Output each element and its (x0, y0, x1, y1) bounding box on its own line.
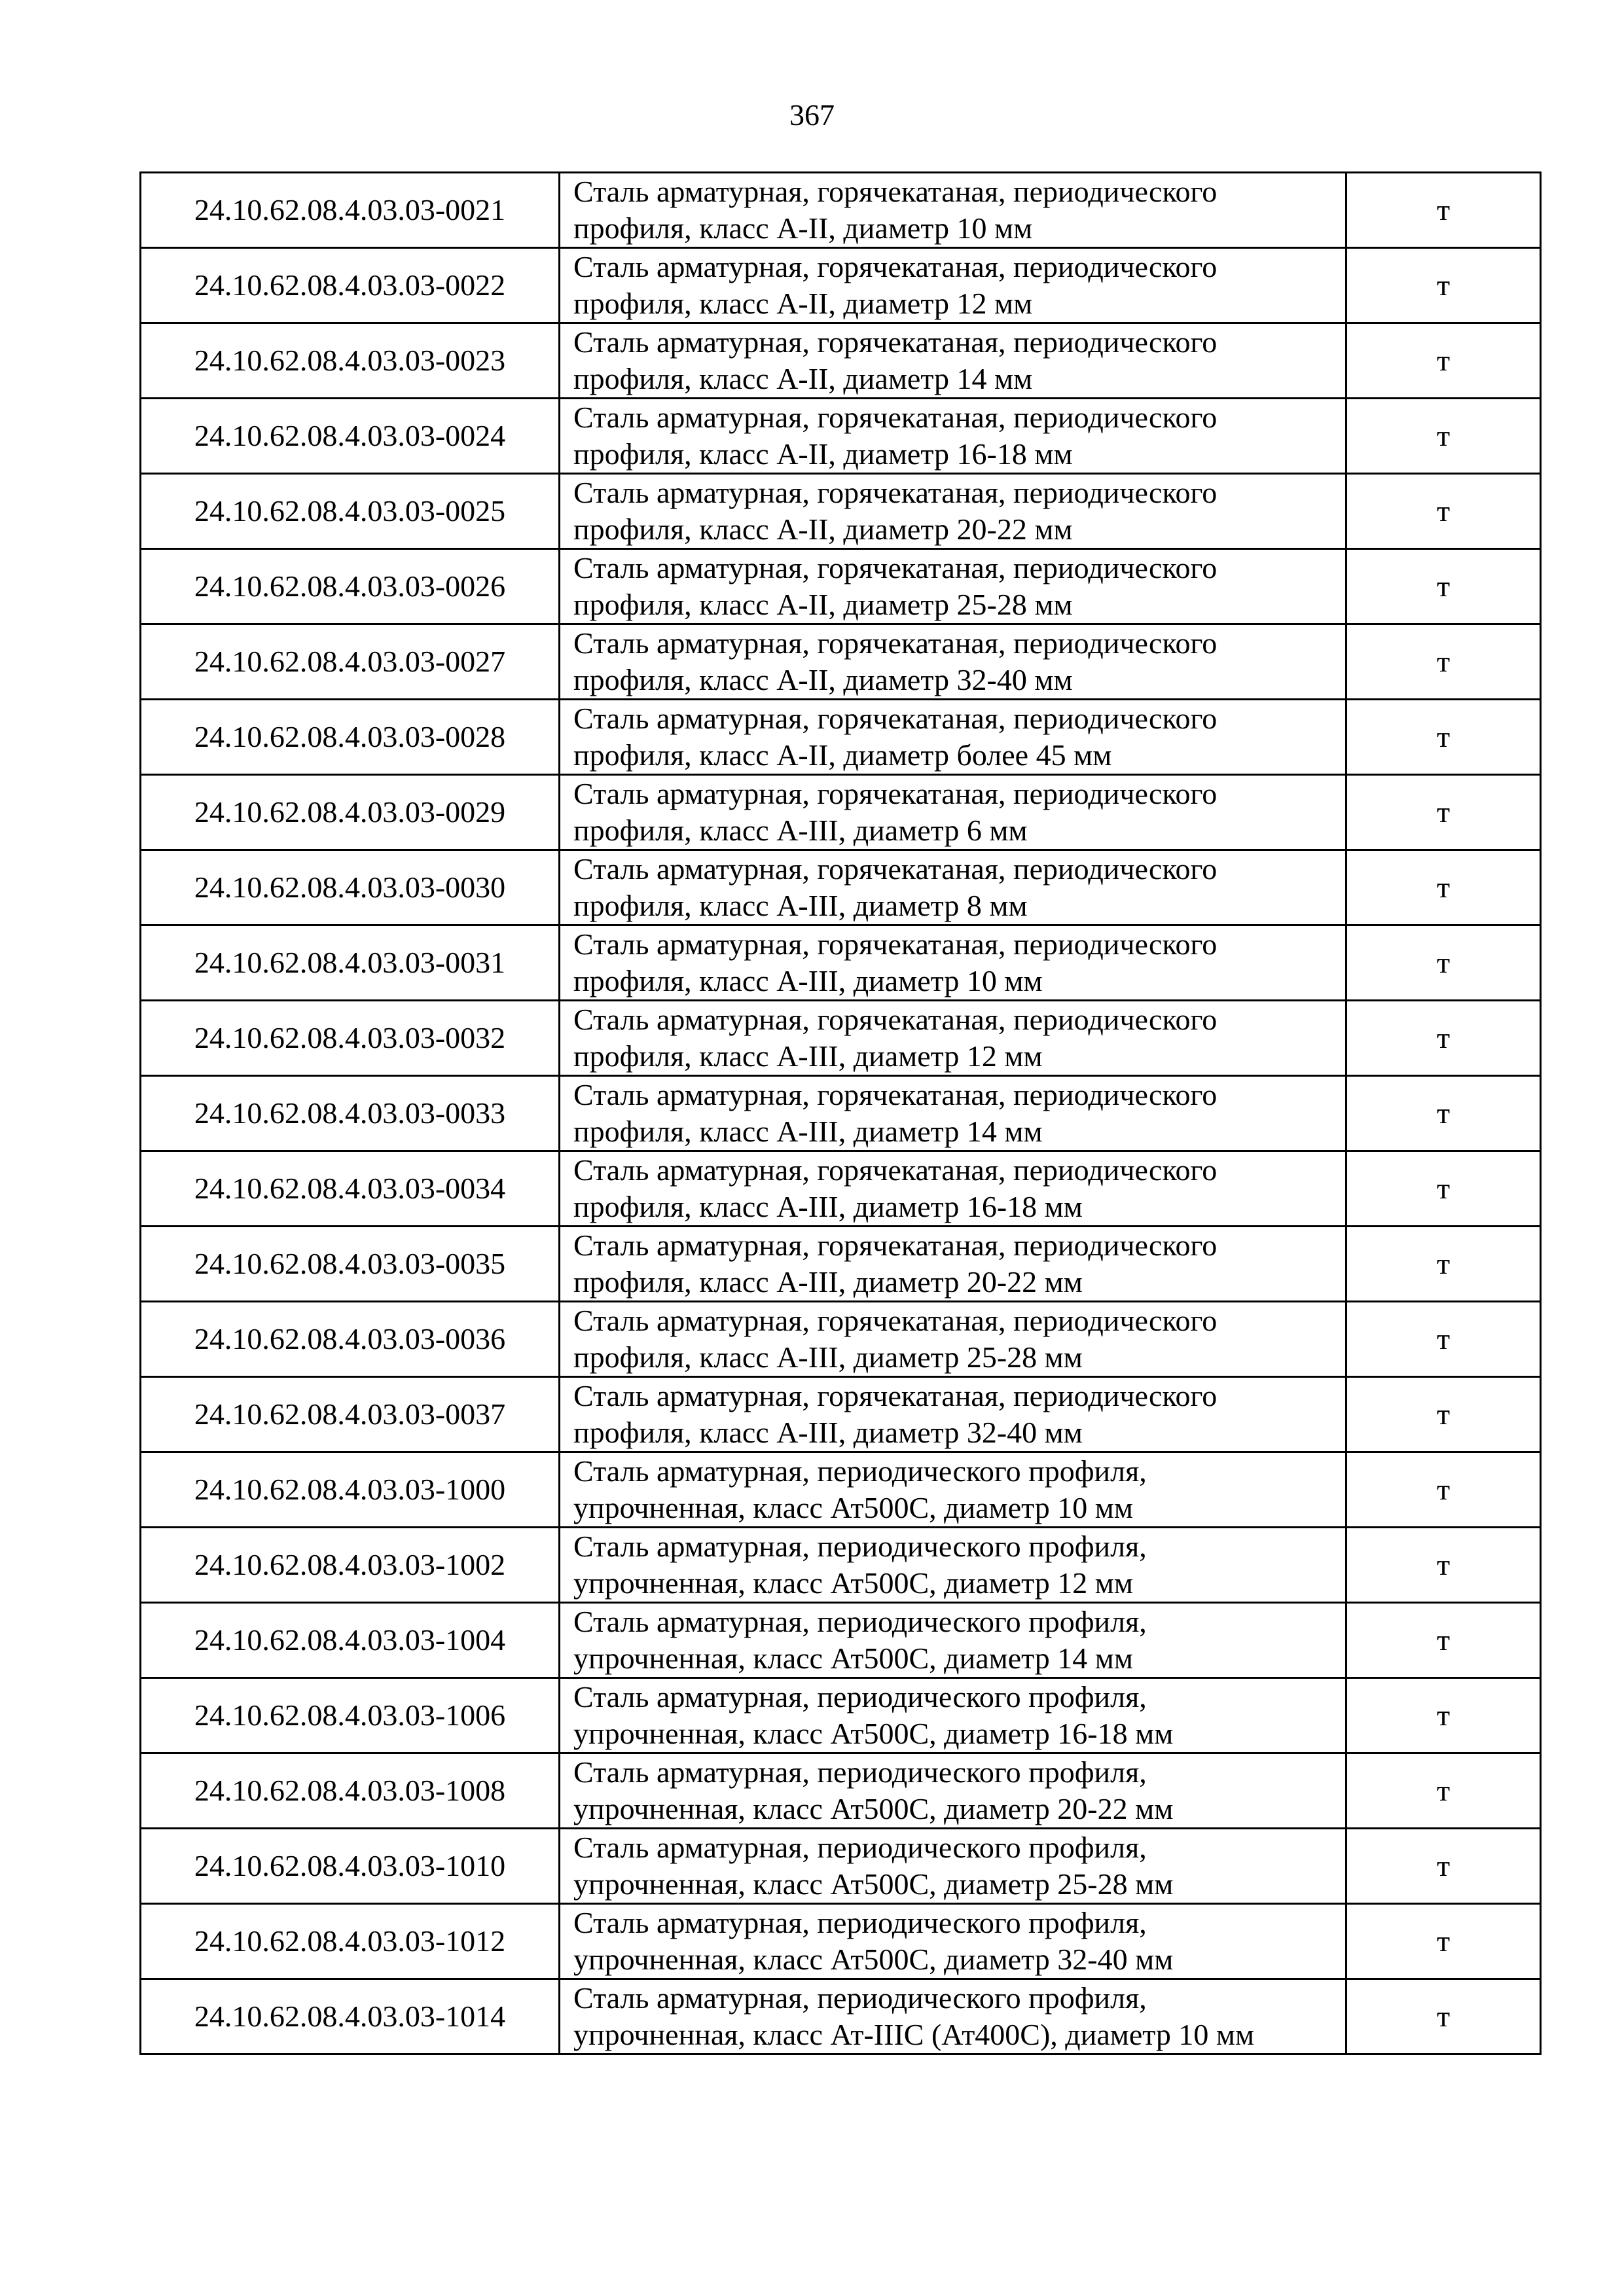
resource-name-line-2: профиля, класс А-II, диаметр 20-22 мм (573, 512, 1073, 546)
table-row (141, 173, 1541, 248)
resource-name-cell (560, 624, 1346, 700)
unit-cell: т (1346, 1302, 1541, 1377)
unit-cell: т (1346, 248, 1541, 323)
resource-name-cell (560, 399, 1346, 474)
table-row (141, 1227, 1541, 1302)
resource-name-line-2: профиля, класс А-II, диаметр более 45 мм (573, 738, 1112, 772)
resource-name-cell (560, 1904, 1346, 1979)
table-row (141, 1377, 1541, 1452)
resource-name-cell (560, 1001, 1346, 1076)
unit-cell: т (1346, 1001, 1541, 1076)
resource-name-line-2: профиля, класс А-III, диаметр 14 мм (573, 1115, 1043, 1148)
resource-code-cell: 24.10.62.08.4.03.03-1008 (141, 1753, 560, 1829)
resource-name-line-1: Сталь арматурная, горячекатаная, периодического (573, 1153, 1218, 1187)
resource-name-line-2: профиля, класс А-III, диаметр 20-22 мм (573, 1265, 1083, 1299)
resource-name-cell (560, 850, 1346, 925)
unit-cell: т (1346, 474, 1541, 549)
table-row (141, 850, 1541, 925)
resource-name-cell (560, 248, 1346, 323)
unit-cell: т (1346, 549, 1541, 624)
table-row (141, 1829, 1541, 1904)
resource-code-cell: 24.10.62.08.4.03.03-0033 (141, 1076, 560, 1151)
resource-code-cell: 24.10.62.08.4.03.03-0036 (141, 1302, 560, 1377)
unit-cell: т (1346, 925, 1541, 1001)
resource-name-line-1: Сталь арматурная, горячекатаная, периодического (573, 175, 1218, 208)
table-row (141, 248, 1541, 323)
resource-code-cell: 24.10.62.08.4.03.03-1002 (141, 1528, 560, 1603)
unit-cell: т (1346, 1151, 1541, 1227)
resource-code-cell: 24.10.62.08.4.03.03-1012 (141, 1904, 560, 1979)
resource-name-cell (560, 474, 1346, 549)
table-row (141, 1904, 1541, 1979)
resource-name-line-2: профиля, класс А-III, диаметр 10 мм (573, 964, 1043, 997)
table-row (141, 474, 1541, 549)
resource-name-line-2: упрочненная, класс Ат500С, диаметр 25-28 мм (573, 1867, 1174, 1901)
table-row (141, 1001, 1541, 1076)
resource-name-cell (560, 1678, 1346, 1753)
resource-code-cell: 24.10.62.08.4.03.03-0028 (141, 700, 560, 775)
resource-name-line-2: профиля, класс А-II, диаметр 25-28 мм (573, 588, 1073, 621)
resource-name-cell (560, 323, 1346, 399)
resource-name-line-1: Сталь арматурная, горячекатаная, периодического (573, 476, 1218, 509)
resource-name-line-1: Сталь арматурная, горячекатаная, периодического (573, 626, 1218, 660)
table-row (141, 1979, 1541, 2054)
unit-cell: т (1346, 1603, 1541, 1678)
resource-name-line-2: профиля, класс А-II, диаметр 12 мм (573, 287, 1033, 320)
resource-code-cell: 24.10.62.08.4.03.03-0021 (141, 173, 560, 248)
resource-name-line-1: Сталь арматурная, периодического профиля, (573, 1680, 1147, 1713)
resource-code-cell: 24.10.62.08.4.03.03-1004 (141, 1603, 560, 1678)
unit-cell: т (1346, 700, 1541, 775)
resource-name-line-1: Сталь арматурная, горячекатаная, периодического (573, 1229, 1218, 1262)
resource-name-line-1: Сталь арматурная, периодического профиля, (573, 1981, 1147, 2015)
resource-name-cell (560, 173, 1346, 248)
resource-name-cell (560, 549, 1346, 624)
resource-code-cell: 24.10.62.08.4.03.03-0022 (141, 248, 560, 323)
table-row (141, 549, 1541, 624)
table-row (141, 1528, 1541, 1603)
resource-name-cell (560, 1227, 1346, 1302)
table-row (141, 1076, 1541, 1151)
resource-name-line-2: упрочненная, класс Ат500С, диаметр 20-22 мм (573, 1792, 1174, 1825)
resource-name-cell (560, 700, 1346, 775)
unit-cell: т (1346, 1452, 1541, 1528)
resource-name-line-2: профиля, класс А-II, диаметр 16-18 мм (573, 437, 1073, 471)
resource-name-line-2: профиля, класс А-III, диаметр 12 мм (573, 1039, 1043, 1073)
resource-name-line-1: Сталь арматурная, горячекатаная, периодического (573, 551, 1218, 584)
unit-cell: т (1346, 1377, 1541, 1452)
resource-code-cell: 24.10.62.08.4.03.03-0032 (141, 1001, 560, 1076)
resource-name-line-2: упрочненная, класс Ат-IIIС (Ат400С), диаметр 10 мм (573, 2018, 1255, 2051)
resource-name-line-2: упрочненная, класс Ат500С, диаметр 16-18 мм (573, 1717, 1174, 1750)
resource-code-cell: 24.10.62.08.4.03.03-0026 (141, 549, 560, 624)
resource-name-cell (560, 1753, 1346, 1829)
resource-code-cell: 24.10.62.08.4.03.03-0035 (141, 1227, 560, 1302)
resource-name-line-1: Сталь арматурная, периодического профиля, (573, 1454, 1147, 1488)
resource-name-line-1: Сталь арматурная, горячекатаная, периодического (573, 777, 1218, 810)
resource-name-cell (560, 1377, 1346, 1452)
resource-name-line-1: Сталь арматурная, горячекатаная, периодического (573, 1304, 1218, 1337)
unit-cell: т (1346, 1904, 1541, 1979)
resource-name-line-1: Сталь арматурная, горячекатаная, периодического (573, 401, 1218, 434)
table-row (141, 1302, 1541, 1377)
unit-cell: т (1346, 399, 1541, 474)
resource-code-cell: 24.10.62.08.4.03.03-0037 (141, 1377, 560, 1452)
resource-name-line-2: профиля, класс А-III, диаметр 6 мм (573, 814, 1028, 847)
resource-code-cell: 24.10.62.08.4.03.03-0023 (141, 323, 560, 399)
resource-name-line-1: Сталь арматурная, горячекатаная, периодического (573, 325, 1218, 359)
resource-name-line-2: упрочненная, класс Ат500С, диаметр 32-40 мм (573, 1943, 1174, 1976)
resource-name-line-2: упрочненная, класс Ат500С, диаметр 10 мм (573, 1491, 1134, 1524)
resource-name-line-2: профиля, класс А-II, диаметр 10 мм (573, 211, 1033, 245)
table-row (141, 1452, 1541, 1528)
resource-code-cell: 24.10.62.08.4.03.03-0031 (141, 925, 560, 1001)
resource-name-cell (560, 775, 1346, 850)
table-row (141, 1678, 1541, 1753)
resource-code-cell: 24.10.62.08.4.03.03-0025 (141, 474, 560, 549)
resource-name-line-1: Сталь арматурная, горячекатаная, периодического (573, 1003, 1218, 1036)
resource-name-line-1: Сталь арматурная, горячекатаная, периодического (573, 1078, 1218, 1111)
unit-cell: т (1346, 173, 1541, 248)
resource-name-line-2: профиля, класс А-III, диаметр 25-28 мм (573, 1340, 1083, 1374)
table-row (141, 700, 1541, 775)
resource-name-cell (560, 1528, 1346, 1603)
table-row (141, 1753, 1541, 1829)
resource-code-cell: 24.10.62.08.4.03.03-0029 (141, 775, 560, 850)
resource-name-line-2: профиля, класс А-III, диаметр 16-18 мм (573, 1190, 1083, 1223)
unit-cell: т (1346, 850, 1541, 925)
resource-name-cell (560, 1452, 1346, 1528)
unit-cell: т (1346, 1076, 1541, 1151)
resource-code-cell: 24.10.62.08.4.03.03-1010 (141, 1829, 560, 1904)
resource-name-line-1: Сталь арматурная, периодического профиля, (573, 1831, 1147, 1864)
table-row (141, 925, 1541, 1001)
table-row (141, 624, 1541, 700)
resource-name-cell (560, 1829, 1346, 1904)
resource-code-cell: 24.10.62.08.4.03.03-0034 (141, 1151, 560, 1227)
resource-name-line-2: профиля, класс А-II, диаметр 32-40 мм (573, 663, 1073, 696)
materials-table-body (141, 173, 1541, 2054)
resource-name-cell (560, 1603, 1346, 1678)
resource-name-line-1: Сталь арматурная, периодического профиля, (573, 1755, 1147, 1789)
resource-code-cell: 24.10.62.08.4.03.03-1014 (141, 1979, 560, 2054)
table-row (141, 399, 1541, 474)
resource-name-line-1: Сталь арматурная, периодического профиля, (573, 1906, 1147, 1939)
table-row (141, 323, 1541, 399)
table-row (141, 775, 1541, 850)
resource-name-line-2: упрочненная, класс Ат500С, диаметр 14 мм (573, 1641, 1134, 1675)
unit-cell: т (1346, 624, 1541, 700)
resource-name-line-2: профиля, класс А-II, диаметр 14 мм (573, 362, 1033, 395)
resource-name-cell (560, 1151, 1346, 1227)
resource-name-line-1: Сталь арматурная, горячекатаная, периодического (573, 702, 1218, 735)
resource-name-line-1: Сталь арматурная, горячекатаная, периодического (573, 852, 1218, 886)
resource-code-cell: 24.10.62.08.4.03.03-0024 (141, 399, 560, 474)
resource-name-line-1: Сталь арматурная, горячекатаная, периодического (573, 927, 1218, 961)
table-row (141, 1603, 1541, 1678)
resource-code-cell: 24.10.62.08.4.03.03-1006 (141, 1678, 560, 1753)
resource-name-line-1: Сталь арматурная, периодического профиля, (573, 1530, 1147, 1563)
resource-code-cell: 24.10.62.08.4.03.03-1000 (141, 1452, 560, 1528)
resource-name-line-1: Сталь арматурная, периодического профиля, (573, 1605, 1147, 1638)
resource-name-cell (560, 925, 1346, 1001)
unit-cell: т (1346, 1979, 1541, 2054)
unit-cell: т (1346, 1753, 1541, 1829)
table-row (141, 1151, 1541, 1227)
resource-name-cell (560, 1076, 1346, 1151)
resource-name-line-1: Сталь арматурная, горячекатаная, периодического (573, 1379, 1218, 1412)
unit-cell: т (1346, 1227, 1541, 1302)
page-number: 367 (789, 98, 835, 132)
materials-table (139, 171, 1542, 2055)
resource-name-line-2: профиля, класс А-III, диаметр 8 мм (573, 889, 1028, 922)
resource-name-cell (560, 1302, 1346, 1377)
unit-cell: т (1346, 1829, 1541, 1904)
resource-name-cell (560, 1979, 1346, 2054)
resource-name-line-1: Сталь арматурная, горячекатаная, периодического (573, 250, 1218, 283)
unit-cell: т (1346, 775, 1541, 850)
unit-cell: т (1346, 1528, 1541, 1603)
unit-cell: т (1346, 323, 1541, 399)
resource-name-line-2: профиля, класс А-III, диаметр 32-40 мм (573, 1416, 1083, 1449)
resource-code-cell: 24.10.62.08.4.03.03-0027 (141, 624, 560, 700)
unit-cell: т (1346, 1678, 1541, 1753)
resource-name-line-2: упрочненная, класс Ат500С, диаметр 12 мм (573, 1566, 1134, 1600)
resource-code-cell: 24.10.62.08.4.03.03-0030 (141, 850, 560, 925)
